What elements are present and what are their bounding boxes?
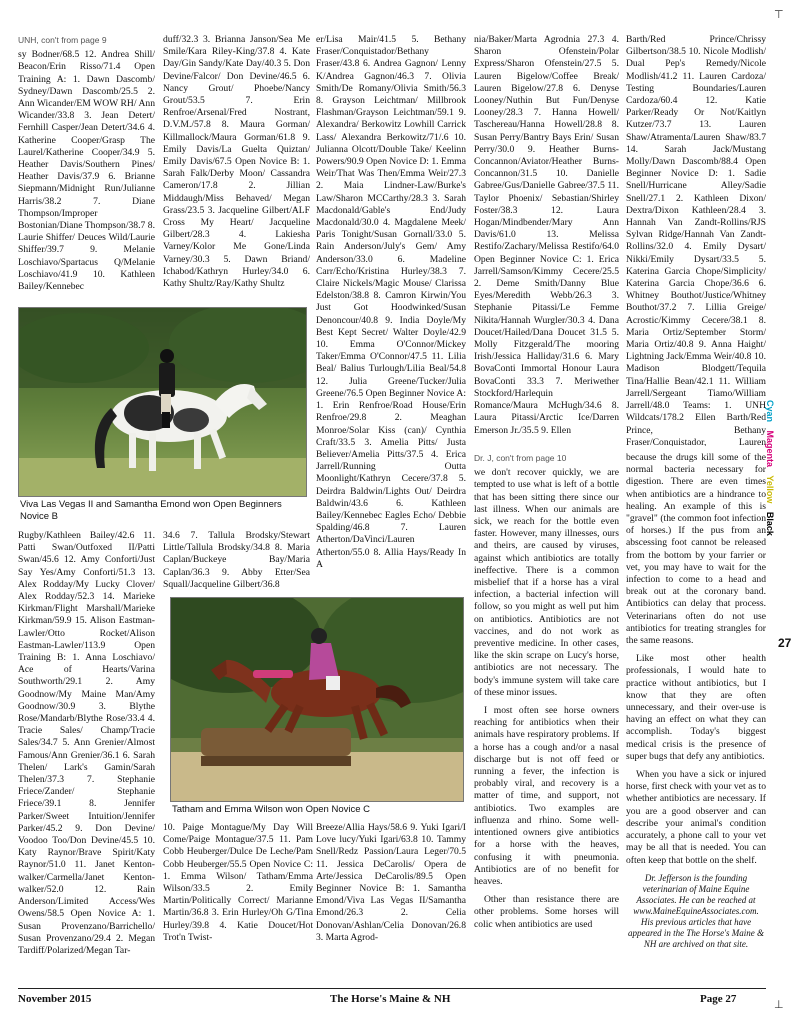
article-paragraph: When you have a sick or injured horse, first check with your vet as to whether antibiotics are necessary. If you are a good observer and can describe your animal's condition accurately, a phone call to your vet may be all that is needed. You can often keep that bottle on the shelf. — [626, 769, 766, 866]
article-paragraph: because the drugs kill some of the normal bacteria necessary for digestion. There are even times when antibiotics are a hindrance to healing. An example of this is "gravel" (the common foot infection of horses.) If the pus from an abscessing foot cannot be released from the bottom by your farrier or vet, you may have to wait for the infection to come to a head and break out at the coronary band. Antibiotics can delay that process. Veterinarians often do not use antibiotics for treating strangles for the same reasons. — [626, 452, 766, 647]
footer-rule — [18, 988, 766, 989]
column-4-top — [474, 34, 619, 446]
results-text: duff/32.3 3. Brianna Janson/Sea Me Smile/Kara Riley-King/37.8 4. Kate Day/Gin Sandy/Kate Day/40.3 5. Don Devine/Falcor/ Don Devine/46.5 6. Nancy Grout/ Phoebe/Nancy Grout/53.5 7. Erin Renfroe/Arsenal/Fred Nostrant, D.V.M./57.8 8. Maura Gorman/ Killmallock/Maura Gorman/61.8 9. Emily Davis/La Guelta Quiztan/ Emily Davis/67.5 Open Novice B: 1. Sarah Falk/Derby Moon/ Cassandra Cameron/17.8 2. Jillian Middaugh/Miss Behaved/ Megan Grass/23.5 3. Jacqueline Gilbert/ALF Cross My Heart/ Jacqueline Gilbert/28.3 4. Lakiesha Varney/Kolor Me Gone/Linda Varney/30.3 5. Dawn Briand/ Ichabod/Kathryn Hurley/34.0 6. Kathy Shultz/Ray/Kathy Shultz — [163, 34, 310, 290]
results-text: Barth/Red Prince/Chrissy Gilbertson/38.5 10. Nicole Modlish/ Dual Pep's Remedy/Nicole Modlish/41.2 11. Lauren Cardoza/ Testing Boundaries/Lauren Cardoza/60.4 12. Katie Parker/Ready Or Not/Kaitlyn Kutzer/73.7 13. Lauren Shaw/Atramenta/Lauren Shaw/83.7 14. Sarah Jack/Mustang Molly/Dawn Dascomb/88.4 Open Beginner Novice D: 1. Sadie Snell/Hurricane Alley/Sadie Snell/27.1 2. Kathleen Dixon/ Dextra/Dixon Kathleen/28.4 3. Hannah Van Zandt-Rollins/RJS Sylvan Ridge/Hannah Van Zandt-Rollins/32.0 4. Emily Dysart/ Nikki/Emily Dysart/33.5 5. Katerina Garcia Chope/Simplicity/ Katerina Garcia Chope/36.6 6. Whitney Bouthot/Justice/Whitney Bouthot/37.2 7. Lillia Greige/ Acrostic/Kimmy Cecere/38.1 8. Maria Ortiz/September Storm/ Maria Ortiz/40.8 9. Anna Haight/ Lightning Jack/Emma Weir/40.8 10. Madison Blodgett/Tequila Tina/Hallie Bean/42.1 11. William Jarrell/Sergeant Tiamo/William Jarrell/48.0 Teams: 1. UNH Wildcats/178.2 Ellen Barth/Red Prince, Bethany Fraser/Conquistador, Lauren — [626, 34, 766, 446]
column-5-top — [626, 34, 766, 446]
horse-dressage-photo — [18, 307, 307, 497]
column-1-bottom — [18, 530, 155, 982]
results-text: sy Bodner/68.5 12. Andrea Shill/ Beacon/Erin Risso/71.4 Open Training A: 1. Dawn Dascomb/ Sydney/Dawn Dascomb/25.5 2. Ann Wicander/EM WOW RH/ Ann Wicander/33.8 3. Jean Detert/ Fernhill Casper/Jean Detert/34.6 4. Katherine Cooper/Grasp The Laurel/Katherine Cooper/34.9 5. Heather Davis/Southern Pines/ Heather Davis/37.9 6. Brianne Siepmann/Midnight Run/Julianne Harris/38.2 7. Diane Thompson/Improper Bostonian/Diane Thompson/38.7 8. Laurie Shiffer/ Deuces Wild/Laurie Shiffer/39.7 9. Melanie Loschiavo/Spartacus Q/Melanie Loschiavo/41.9 10. Kathleen Bailey/Kennebec — [18, 49, 155, 293]
results-text: Rugby/Kathleen Bailey/42.6 11. Patti Swan/Outfoxed II/Patti Swan/45.6 12. Amy Conforti/Just Say Yes/Amy Conforti/51.3 13. Alex Rodday/My Lucky Clover/ Alex Rodday/52.3 14. Marieke Kirkman/Flight Marshall/Marieke Kirkman/59.9 15. Alison Eastman-Lawler/Otto Rocket/Alison Eastman-Lawler/113.9 Open Training B: 1. Anna Loschiavo/ Ace of Hearts/Varina Southworth/29.1 2. Amy Goodnow/My Maine Man/Amy Goodnow/30.9 3. Blythe Rose/Mandarb/Blythe Rose/33.4 4. Tracie Sales/ Champ/Tracie Sales/34.7 5. Ann Grenier/Almost Famous/Ann Grenier/36.1 6. Sarah Thelen/ Lark's Gamin/Sarah Thelen/37.3 7. Stephanie Friece/Zander/ Stephanie Friece/39.1 8. Jennifer Parker/Sweet Intuition/Jennifer Parker/45.2 9. Don Devine/ Voodoo Too/Don Devine/45.5 10. Katy Raynor/Brave Spirit/Katy Raynor/51.0 11. Janet Kenton-walker/Carmella/Janet Kenton-walker/52.0 12. Rain Anderson/Limited Access/Wes Owens/58.5 Open Novice A: 1. Susan Provenzano/Barrichello/ Susan Provenzano/29.4 2. Megan Tardiff/Polarized/Megan Tar- — [18, 530, 155, 956]
article-paragraph: Like most other health professionals, I would hate to practice without antibiotics, but I know that they are often unnecessary, and their over-use is having an effect on what they can accomplish. Today's biggest medical crisis is the presence of super bugs that defy any antibiotics. — [626, 653, 766, 762]
footer-date: November 2015 — [18, 993, 92, 1005]
horse-jumping-photo — [170, 597, 464, 802]
article-column-2 — [626, 452, 766, 982]
column-2-bottom — [163, 822, 313, 982]
results-text: 34.6 7. Tallula Brodsky/Stewart Little/Tallula Brodsky/34.8 8. Maria Caplan/Buckeye Bay/Maria Caplan/36.3 9. Abby Etter/Sea Squall/Jacqueline Gilbert/36.8 — [163, 530, 310, 590]
side-page-number: 27 — [778, 636, 792, 650]
crop-mark-bottom: ⊥ — [774, 998, 784, 1011]
color-mark-cyan: Cyan — [765, 400, 775, 423]
continued-label: UNH, con't from page 9 — [18, 35, 107, 45]
footer-publication: The Horse's Maine & NH — [330, 993, 451, 1005]
column-3-bottom — [316, 822, 466, 982]
results-text: nia/Baker/Marta Agrodnia 27.3 4. Sharon Ofenstein/Polar Express/Sharon Ofenstein/27.5 5. Lauren Bigelow/Coffee Break/ Lauren Bigelow/27.8 6. Denyse Looney/Nuthin But Fun/Denyse Looney/28.3 7. Hanna Howell/ Taschereau/Hanna Howell/28.8 8. Susan Perry/Bantry Bays Erin/ Susan Perry/30.0 9. Heather Burns-Concannon/Aviator/Heather Burns-Concannon/31.5 10. Danielle Gabree/Gus/Danielle Gabree/37.5 11. Taylor Phoenix/ Sebastian/Shirley Foster/38.3 12. Laura Hogan/Mindbender/Mary Ann Davis/61.0 13. Melissa Restifo/Zachary/Melissa Restifo/64.0 Open Beginner Novice C: 1. Erica Jarrell/Samson/Kimmy Cecere/25.5 2. Deme Smith/Danny Blue Eyes/Meredith Webb/26.3 3. Stephanie Pitassi/Le Femme Nikita/Hannah Wurgler/30.3 4. Dana Doucet/Hailed/Dana Doucet 31.5 5. Molly Fitzgerald/The mooring Irish/Jessica Halliday/31.6 6. Mary BovaConti Immortal Honour Laura BovaConti 33.3 7. Meriwether Stockford/Harlequin Romance/Maura McHugh/34.6 8. Laura Pitassi/Arctic Ice/Darren Emerson Jr./35.5 9. Ellen — [474, 34, 619, 436]
color-mark-magenta: Magenta — [765, 430, 775, 468]
article-column-1 — [474, 452, 619, 982]
print-color-marks — [765, 400, 775, 542]
results-text: 10. Paige Montague/My Day Will Come/Paige Montague/37.5 11. Pam Cobb Heuberger/Dulce De Leche/Pam Cobb Heuberger/55.5 Open Novice C: 1. Emma Wilson/ Tatham/Emma Wilson/33.5 2. Emily Martin/Politically Correct/ Marianne Martin/36.8 3. Erin Hurley/Oh G/Tina Hurley/39.8 4. Katie Doucet/Hot Trot'n Twist- — [163, 822, 313, 943]
article-paragraph: Other than resistance there are other problems. Some horses will colic when antibiotics are used — [474, 894, 619, 930]
article-continued-label: Dr. J, con't from page 10 — [474, 453, 567, 463]
column-1-top — [18, 34, 155, 304]
footer-page: Page 27 — [700, 993, 737, 1005]
results-text: er/Lisa Mair/41.5 5. Bethany Fraser/Conquistador/Bethany Fraser/43.8 6. Andrea Gagnon/ Lenny K/Andrea Gagnon/46.3 7. Olivia Smith/De Romany/Olivia Smith/56.3 8. Grayson Leichtman/ Millbrook Flashman/Grayson Leichtman/59.1 9. Alexandra/ Berkowitz Lowhill Carrick Lass/ Alexandra Berkowitz/71/.6 10. Julianna Olcott/Double Take/ Keelinn Powers/90.9 Open Novice D: 1. Emma Weir/That Was Then/Emma Weir/27.3 2. Maia Lindner-Law/Burke's Law/Sharon MCCarthy/28.3 3. Sarah Macdonald/Gable's End/Judy Macdonald/30.0 4. Magdalene Meek/ Paris Tonight/Susan Gornall/33.0 5. Rain Anderson/July's Gem/ Amy Anderson/33.0 6. Madeline Carr/Echo/Kristina Hurley/38.3 7. Claire Nickels/Magic Mouse/ Clarissa Edelston/38.8 8. Camron Kirwin/You Just Got Hoodwinked/Susan Denoncour/40.8 9. India Doyle/My Best Kept Secret/ Walter Doyle/42.9 10. Emma O'Connor/Mickey Taker/Emma O'Connor/47.5 11. Lilia Beal/ Balius Turlough/Lilia Beal/54.8 12. Julia Greene/Tucker/Julia Greene/76.5 Open Beginner Novice A: 1. Erin Renfroe/Road House/Erin Renfroe/29.8 2. Meaghan Monroe/Solar Kiss (can)/ Cynthia Craft/33.5 3. Amelia Pitts/ Justa Believer/Amelia Pitts/37.5 4. Erica Jarrell/Running Outta Moonlight/Kathryn Cecere/37.8 5. Deirdra Baldwin/Lights Out/ Deirdra Baldwin/43.6 6. Kathleen Bailey/Kennebec Eagles Echo/ Debbie Spalding/46.8 7. Lauren Atherton/DaVinci/Lauren Atherton/55.0 8. Allia Hays/Ready In A — [316, 34, 466, 570]
color-mark-black: Black — [765, 511, 775, 536]
author-bio: Dr. Jefferson is the founding veterinarian of Maine Equine Associates. He can be reached at www.MaineEquineAssociates.com. His previous articles that have appeared in the The Horse's Maine & NH are archived on that site. — [627, 872, 765, 949]
column-2-top — [163, 34, 310, 304]
column-2-middle — [163, 530, 310, 590]
article-paragraph: I most often see horse owners reaching for antibiotics when their animals have respiratory problems. If a horse has a cough and/or a nasal discharge but is not off feed or running a fever, the infection is probably viral, and recovery is a matter of time, and support, not antibiotics. Two examples are influenza and rhino. Some well-intentioned owners give antibiotics for a horse with the heaves, confusing it with pneumonia. Antibiotics are of no benefit for heaves. — [474, 705, 619, 887]
photo-caption: Tatham and Emma Wilson won Open Novice C — [172, 804, 370, 815]
column-3 — [316, 34, 466, 594]
dressage-photo-graphic — [19, 308, 307, 497]
color-mark-yellow: Yellow — [765, 475, 775, 504]
results-text: Breeze/Allia Hays/58.6 9. Yuki Igari/I Love lucy/Yuki Igari/63.8 10. Tammy Snell/Redz Passion/Laura Leger/70.5 11. Jessica DeCarolis/ Opera de Arte/Jessica DeCarolis/89.5 Open Beginner Novice B: 1. Samantha Emond/Viva Las Vegas II/Samantha Emond/26.3 2. Celia Donovan/Ashlan/Celia Donovan/26.8 3. Marta Agrod- — [316, 822, 466, 943]
photo-caption: Viva Las Vegas II and Samantha Emond won Open Beginners Novice B — [20, 499, 282, 522]
jumping-photo-graphic — [171, 598, 464, 802]
crop-mark-top: ⊤ — [774, 8, 784, 21]
article-paragraph: we don't recover quickly, we are tempted to use what is left of a bottle that has been sitting there since our last illness. When our animals are sick, we reach for the bottle even faster. However, many illnesses, ours and theirs, are caused by viruses, against which antibiotics are totally ineffective. There is a common misbelief that if a horse has a viral infection, a bacterial infection will follow, so you might as well put him on antibiotics. Antibiotics are not vaccines, and do not work as preventive medicine. In other cases, like the skin scrape on Lucy's horse, antibiotics are not necessary. The body's immune system will take care of these minor issues. — [474, 467, 619, 698]
